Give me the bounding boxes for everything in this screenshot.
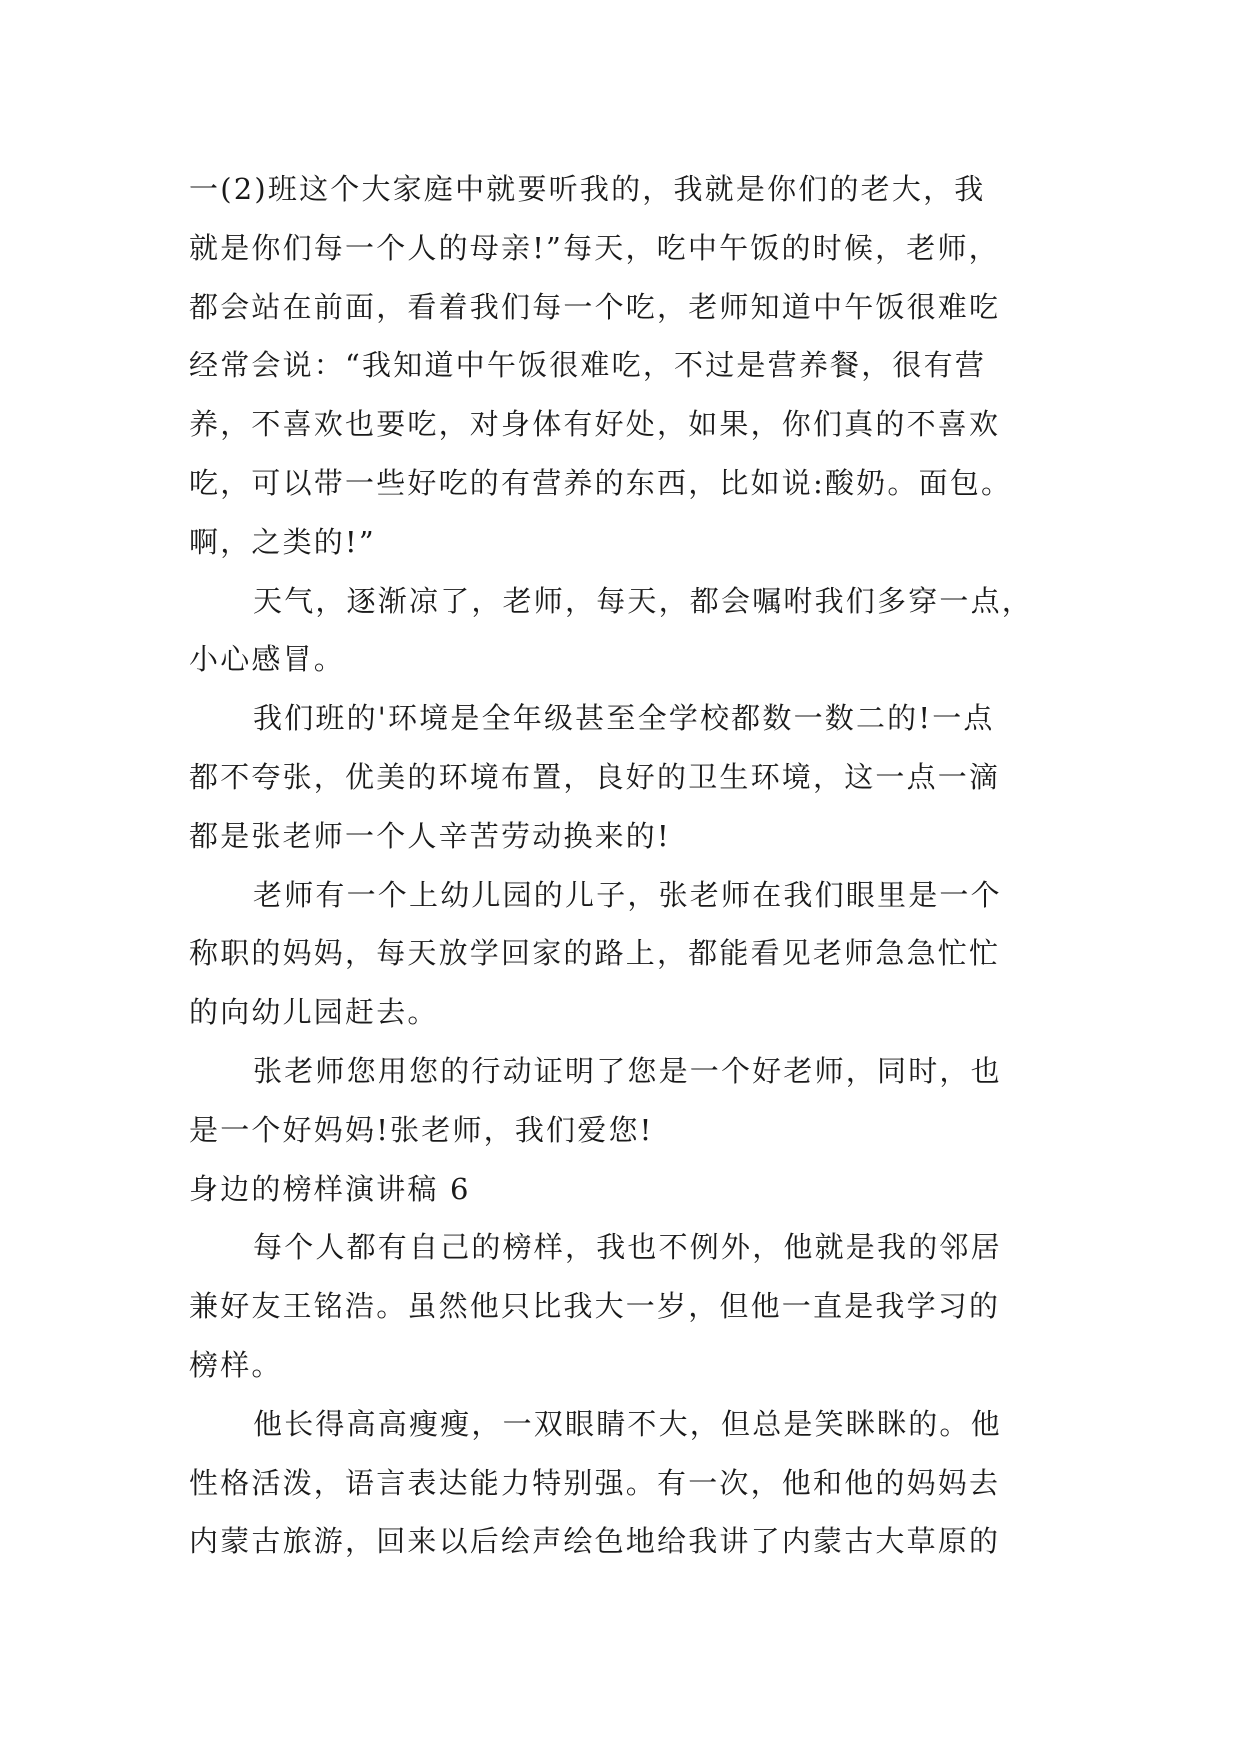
- text-line: 都会站在前面，看着我们每一个吃，老师知道中午饭很难吃: [189, 289, 1001, 324]
- text-line: 吃，可以带一些好吃的有营养的东西，比如说:酸奶。面包。: [189, 465, 1013, 500]
- text-line: 就是你们每一个人的母亲!”每天，吃中午饭的时候，老师，: [189, 230, 1000, 265]
- paragraph-first-line: 老师有一个上幼儿园的儿子，张老师在我们眼里是一个: [253, 877, 1002, 912]
- text-line: 是一个好妈妈!张老师，我们爱您!: [189, 1112, 654, 1147]
- text-line: 内蒙古旅游，回来以后绘声绘色地给我讲了内蒙古大草原的: [189, 1524, 1001, 1559]
- text-line: 养，不喜欢也要吃，对身体有好处，如果，你们真的不喜欢: [189, 407, 1001, 442]
- text-line: 都不夸张，优美的环境布置，良好的卫生环境，这一点一滴: [189, 759, 1001, 794]
- paragraph-first-line: 我们班的'环境是全年级甚至全学校都数一数二的!一点: [253, 701, 995, 736]
- document-body: [189, 160, 1069, 1571]
- paragraph-first-line: 张老师您用您的行动证明了您是一个好老师，同时，也: [253, 1053, 1002, 1088]
- paragraph-first-line: 他长得高高瘦瘦，一双眼睛不大，但总是笑眯眯的。他: [253, 1406, 1002, 1441]
- paragraph-first-line: 天气，逐渐凉了，老师，每天，都会嘱咐我们多穿一点，: [253, 583, 1034, 618]
- section-heading: 身边的榜样演讲稿 6: [189, 1171, 471, 1206]
- text-line: 性格活泼，语言表达能力特别强。有一次，他和他的妈妈去: [189, 1465, 1001, 1500]
- text-line: 小心感冒。: [189, 642, 346, 677]
- text-line: 榜样。: [189, 1347, 283, 1382]
- text-line: 经常会说：“我知道中午饭很难吃，不过是营养餐，很有营: [189, 348, 987, 383]
- text-line: 兼好友王铭浩。虽然他只比我大一岁，但他一直是我学习的: [189, 1289, 1001, 1324]
- text-line: 称职的妈妈，每天放学回家的路上，都能看见老师急急忙忙: [189, 936, 1001, 971]
- text-line: 都是张老师一个人辛苦劳动换来的!: [189, 818, 671, 853]
- paragraph-first-line: 每个人都有自己的榜样，我也不例外，他就是我的邻居: [253, 1230, 1002, 1265]
- text-line: 啊，之类的!”: [189, 524, 376, 559]
- text-line: 的向幼儿园赶去。: [189, 995, 439, 1030]
- text-line: 一(2)班这个大家庭中就要听我的，我就是你们的老大，我: [189, 172, 986, 206]
